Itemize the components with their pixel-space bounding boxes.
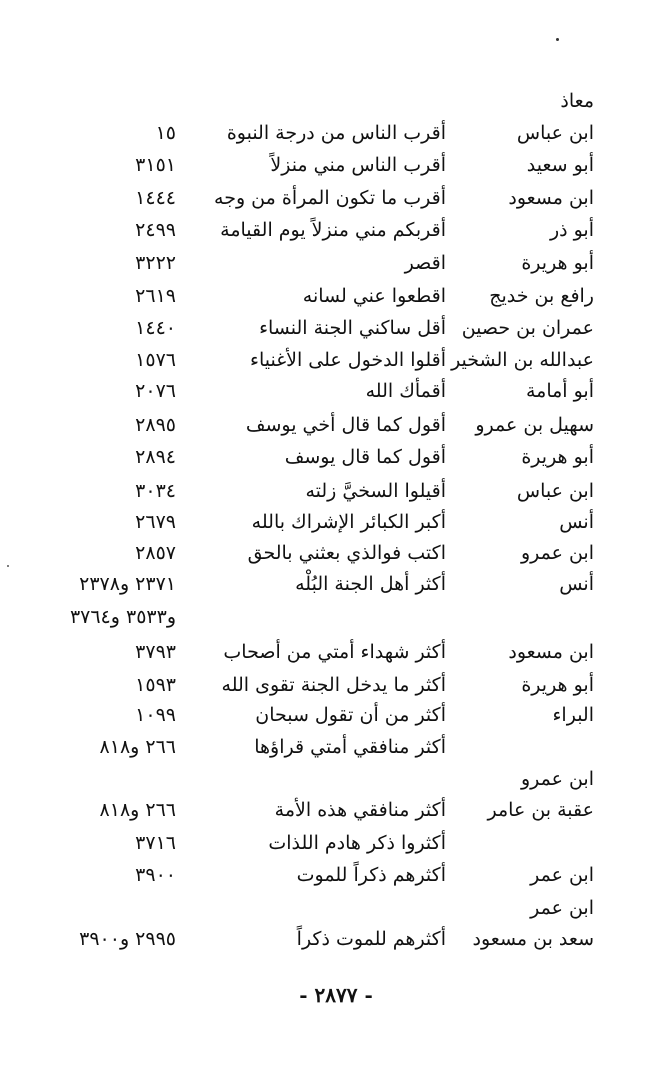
index-row: [0, 248, 672, 278]
narrator-name: عقبة بن عامر: [487, 799, 594, 821]
hadith-reference-numbers: ٣٩٠٠: [135, 864, 176, 886]
narrator-name: ابن عمرو: [520, 542, 594, 564]
index-row: [0, 670, 672, 700]
index-row: [0, 183, 672, 213]
hadith-reference-numbers: ١٥٧٦: [135, 349, 176, 371]
narrator-name: أنس: [559, 573, 594, 595]
narrator-name: ابن عمرو: [520, 768, 594, 790]
hadith-opening: أقرب ما تكون المرأة من وجه: [214, 187, 446, 209]
index-row: [0, 700, 672, 730]
hadith-opening: أقلوا الدخول على الأغنياء: [250, 349, 446, 371]
hadith-opening: أكثر أهل الجنة البُلْه: [295, 573, 446, 595]
hadith-reference-numbers: ٢٠٧٦: [135, 380, 176, 402]
narrator-name: رافع بن خديج: [489, 285, 594, 307]
index-row: [0, 828, 672, 858]
hadith-opening: أقل ساكني الجنة النساء: [259, 317, 446, 339]
index-row: [0, 507, 672, 537]
hadith-opening: أكثرهم للموت ذكراً: [296, 928, 446, 950]
hadith-opening: أكبر الكبائر الإشراك بالله: [251, 511, 446, 533]
index-row: [0, 410, 672, 440]
narrator-name: ابن مسعود: [508, 187, 594, 209]
index-row: [0, 860, 672, 890]
narrator-name: أبو أمامة: [525, 380, 594, 402]
narrator-name: ابن عباس: [516, 122, 594, 144]
narrator-name: أبو سعيد: [526, 154, 594, 176]
hadith-reference-numbers: ١٥٩٣: [135, 674, 176, 696]
narrator-name: عبدالله بن الشخير: [451, 349, 594, 371]
narrator-name: أبو ذر: [549, 219, 594, 241]
hadith-reference-numbers: ٢٤٩٩: [135, 219, 176, 241]
hadith-opening: اقصر: [404, 252, 446, 274]
narrator-name: عمران بن حصين: [461, 317, 594, 339]
narrator-name: أنس: [559, 511, 594, 533]
hadith-reference-numbers: ٢٨٩٤: [135, 446, 176, 468]
hadith-reference-numbers: ٣٧٩٣: [135, 641, 176, 663]
hadith-opening: أقربكم مني منزلاً يوم القيامة: [220, 219, 446, 241]
hadith-opening: اكتب فوالذي بعثني بالحق: [247, 542, 446, 564]
index-row: [0, 118, 672, 148]
hadith-opening: أكثر منافقي أمتي قراؤها: [254, 736, 446, 758]
hadith-opening: اقطعوا عني لسانه: [302, 285, 446, 307]
narrator-name: ابن مسعود: [508, 641, 594, 663]
index-row: [0, 602, 672, 632]
index-row: [0, 86, 672, 116]
index-row: [0, 795, 672, 825]
narrator-name: معاذ: [560, 90, 594, 112]
hadith-reference-numbers: ١٤٤٠: [135, 317, 176, 339]
hadith-reference-numbers: ٣٧١٦: [135, 832, 176, 854]
hadith-reference-numbers: و٣٥٣٣ و٣٧٦٤: [69, 606, 176, 628]
hadith-opening: أكثر من أن تقول سبحان: [255, 704, 446, 726]
index-row: [0, 893, 672, 923]
hadith-reference-numbers: ٢٦١٩: [135, 285, 176, 307]
hadith-opening: أكثر ما يدخل الجنة تقوى الله: [221, 674, 446, 696]
hadith-opening: أقرب الناس مني منزلاً: [270, 154, 446, 176]
index-row: [0, 924, 672, 954]
narrator-name: البراء: [552, 704, 594, 726]
narrator-name: أبو هريرة: [521, 446, 594, 468]
hadith-reference-numbers: ١٥: [155, 122, 176, 144]
index-row: [0, 376, 672, 406]
hadith-reference-numbers: ٢٩٩٥ و٣٩٠٠: [79, 928, 176, 950]
hadith-opening: أقول كما قال يوسف: [284, 446, 446, 468]
index-row: [0, 476, 672, 506]
narrator-name: سهيل بن عمرو: [475, 414, 594, 436]
hadith-opening: أقمأك الله: [365, 380, 446, 402]
hadith-opening: أكثروا ذكر هادم اللذات: [268, 832, 446, 854]
hadith-opening: أقول كما قال أخي يوسف: [245, 414, 446, 436]
hadith-reference-numbers: ٢٦٦ و٨١٨: [99, 736, 176, 758]
hadith-reference-numbers: ٢٨٥٧: [135, 542, 176, 564]
index-row: [0, 215, 672, 245]
hadith-reference-numbers: ٣١٥١: [135, 154, 176, 176]
index-row: [0, 442, 672, 472]
index-row: [0, 281, 672, 311]
narrator-name: أبو هريرة: [521, 252, 594, 274]
index-row: [0, 764, 672, 794]
narrator-name: أبو هريرة: [521, 674, 594, 696]
index-row: [0, 732, 672, 762]
index-row: [0, 569, 672, 599]
hadith-opening: أكثرهم ذكراً للموت: [296, 864, 446, 886]
hadith-opening: أكثر منافقي هذه الأمة: [274, 799, 446, 821]
index-row: [0, 345, 672, 375]
index-row: [0, 150, 672, 180]
hadith-reference-numbers: ٢٨٩٥: [135, 414, 176, 436]
hadith-reference-numbers: ١٠٩٩: [135, 704, 176, 726]
hadith-reference-numbers: ٢٣٧١ و٢٣٧٨: [79, 573, 176, 595]
hadith-opening: أكثر شهداء أمتي من أصحاب: [223, 641, 446, 663]
hadith-reference-numbers: ٢٦٦ و٨١٨: [99, 799, 176, 821]
hadith-opening: أقيلوا السخيَّ زلته: [305, 480, 446, 502]
narrator-name: ابن عمر: [530, 864, 594, 886]
hadith-reference-numbers: ٢٦٧٩: [135, 511, 176, 533]
hadith-reference-numbers: ٣٠٣٤: [135, 480, 176, 502]
hadith-reference-numbers: ١٤٤٤: [135, 187, 176, 209]
narrator-name: سعد بن مسعود: [472, 928, 594, 950]
narrator-name: ابن عمر: [530, 897, 594, 919]
hadith-reference-numbers: ٣٢٢٢: [135, 252, 176, 274]
hadith-opening: أقرب الناس من درجة النبوة: [226, 122, 446, 144]
narrator-name: ابن عباس: [516, 480, 594, 502]
ink-speck: [556, 38, 559, 41]
page-number: - ٢٨٧٧ -: [299, 983, 373, 1007]
index-row: [0, 538, 672, 568]
index-row: [0, 637, 672, 667]
index-row: [0, 313, 672, 343]
